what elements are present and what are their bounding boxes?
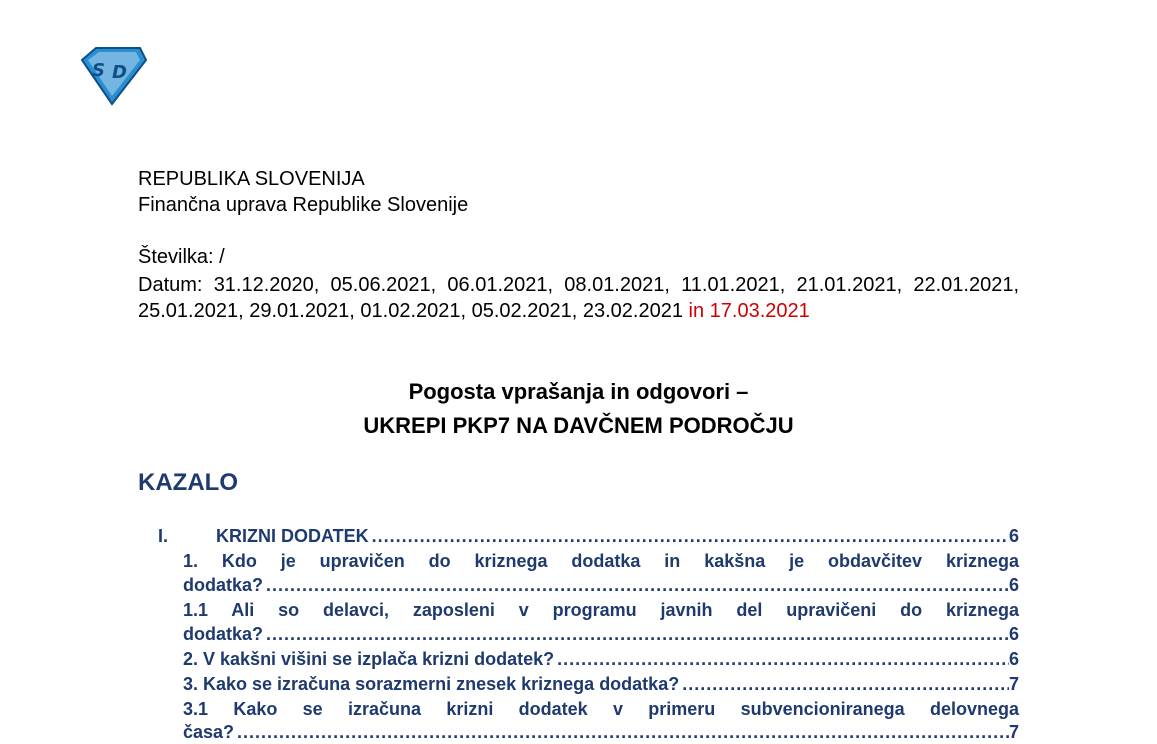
datum-dates: 31.12.2020, 05.06.2021, 06.01.2021, 08.01.2021, 11.01.2021, 21.01.2021, 22.01.2021, 25.01.2021, 29.01.2021, 01.02.2021, 05.02.2021, 23.02.2021 (138, 274, 1020, 322)
toc-entry-section[interactable] (158, 524, 1019, 548)
toc-entry-line[interactable]: 1.1 Ali so delavci, zaposleni v programu javnih del upravičeni do kriznega (183, 600, 1019, 620)
datum-connector: in (688, 300, 705, 322)
toc-section-label: KRIZNI DODATEK (216, 526, 369, 546)
toc-entry[interactable] (183, 622, 1019, 646)
document-title-line1: Pogosta vprašanja in odgovori – (408, 379, 749, 404)
toc-entry-label: časa? (183, 722, 235, 742)
svg-text:D: D (112, 62, 127, 83)
toc-entry-label: dodatka? (183, 624, 264, 644)
toc-entry-label: dodatka? (183, 575, 264, 595)
toc-entry-page: 6 (1008, 575, 1019, 595)
number-label: Številka: (138, 246, 214, 268)
document-number (138, 244, 225, 270)
datum-last-date: 17.03.2021 (709, 300, 810, 322)
document-dates (138, 272, 1019, 324)
toc-entry-page: 7 (1008, 722, 1019, 742)
toc-entry[interactable] (183, 573, 1019, 597)
toc-entry-label: 2. V kakšni višini se izplača krizni dodatek? (183, 649, 555, 669)
toc-entry-page: 6 (1008, 649, 1019, 669)
toc-entry-label: 3. Kako se izračuna sorazmerni znesek kriznega dodatka? (183, 674, 680, 694)
toc-entry[interactable] (183, 720, 1019, 744)
number-value: / (219, 246, 225, 268)
toc-entry-page: 6 (1008, 624, 1019, 644)
svg-text:S: S (92, 60, 105, 81)
toc-section-number: I. (158, 526, 169, 546)
datum-label: Datum: (138, 274, 203, 296)
issuer-agency: Finančna uprava Republike Slovenije (138, 194, 469, 216)
toc-entry-line[interactable]: 1. Kdo je upravičen do kriznega dodatka in kakšna je obdavčitev kriznega (183, 551, 1019, 571)
document-title-line2: UKREPI PKP7 NA DAVČNEM PODROČJU (363, 413, 794, 438)
toc-entry-page: 7 (1008, 674, 1019, 694)
toc-entry[interactable] (183, 672, 1019, 696)
toc-section-page: 6 (1008, 526, 1019, 546)
shield-logo-icon (78, 46, 148, 106)
toc-entry-line[interactable]: 3.1 Kako se izračuna krizni dodatek v primeru subvencioniranega delovnega (183, 699, 1019, 719)
toc-entry[interactable] (183, 647, 1019, 671)
toc-heading: KAZALO (138, 469, 238, 496)
issuer-header (138, 166, 468, 218)
issuer-country: REPUBLIKA SLOVENIJA (138, 168, 365, 190)
